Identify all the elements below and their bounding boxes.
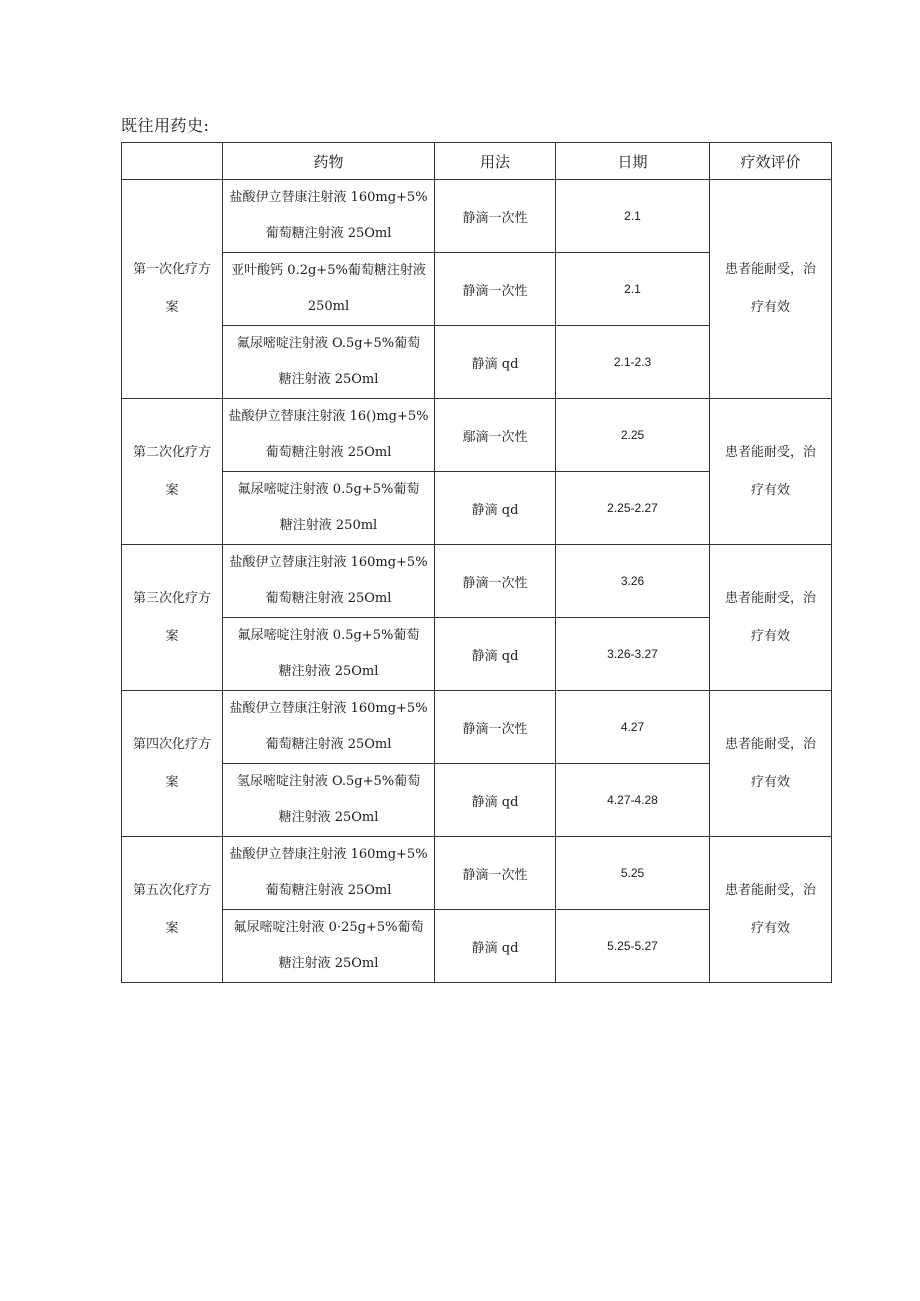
header-efficacy: 疗效评价 xyxy=(710,143,832,180)
drug-text: 氟尿嘧啶注射液 0·25g+5%葡萄 xyxy=(233,920,424,935)
scheme-name-cont: 案 xyxy=(165,774,179,790)
efficacy-text-cont: 疗有效 xyxy=(750,774,790,790)
efficacy-cell xyxy=(710,180,832,399)
usage-cell: 静滴 qd xyxy=(435,618,556,691)
drug-cell xyxy=(223,764,435,837)
efficacy-cell xyxy=(710,837,832,983)
usage-cell: 静滴一次性 xyxy=(435,691,556,764)
date-cell: 4.27 xyxy=(556,691,710,764)
drug-text-cont: 250ml xyxy=(307,299,350,314)
drug-text: 亚叶酸钙 0.2g+5%葡萄糖注射液 xyxy=(231,263,426,278)
drug-cell xyxy=(223,253,435,326)
table-row xyxy=(122,545,832,618)
header-date: 日期 xyxy=(556,143,710,180)
drug-text-cont: 葡萄糖注射液 25Oml xyxy=(265,445,392,460)
efficacy-cell xyxy=(710,691,832,837)
scheme-name-cont: 案 xyxy=(165,482,179,498)
efficacy-cell xyxy=(710,399,832,545)
drug-cell xyxy=(223,326,435,399)
usage-cell: 静滴 qd xyxy=(435,910,556,983)
drug-text: 盐酸伊立替康注射液 160mg+5% xyxy=(229,555,428,570)
drug-cell xyxy=(223,472,435,545)
usage-cell: 静滴一次性 xyxy=(435,837,556,910)
date-cell: 3.26 xyxy=(556,545,710,618)
usage-cell: 静滴一次性 xyxy=(435,180,556,253)
usage-cell: 静滴 qd xyxy=(435,472,556,545)
header-drug: 药物 xyxy=(223,143,435,180)
drug-text: 盐酸伊立替康注射液 160mg+5% xyxy=(229,847,428,862)
drug-text-cont: 糖注射液 25Oml xyxy=(278,372,379,387)
drug-text-cont: 糖注射液 250ml xyxy=(279,518,378,533)
drug-text-cont: 糖注射液 25Oml xyxy=(278,810,379,825)
date-cell: 4.27-4.28 xyxy=(556,764,710,837)
drug-cell xyxy=(223,180,435,253)
scheme-name-cont: 案 xyxy=(165,300,179,315)
header-usage: 用法 xyxy=(435,143,556,180)
efficacy-text: 患者能耐受，治 xyxy=(724,736,816,752)
date-cell: 2.1 xyxy=(556,180,710,253)
table-row xyxy=(122,399,832,472)
efficacy-cell xyxy=(710,545,832,691)
usage-cell: 静滴一次性 xyxy=(435,545,556,618)
drug-cell xyxy=(223,691,435,764)
date-cell: 3.26-3.27 xyxy=(556,618,710,691)
date-cell: 5.25-5.27 xyxy=(556,910,710,983)
drug-text-cont: 葡萄糖注射液 25Oml xyxy=(265,737,392,752)
drug-cell xyxy=(223,618,435,691)
efficacy-text: 患者能耐受，治 xyxy=(724,262,816,277)
drug-text-cont: 葡萄糖注射液 25Oml xyxy=(265,226,392,241)
date-cell: 2.25-2.27 xyxy=(556,472,710,545)
efficacy-text-cont: 疗有效 xyxy=(750,482,790,498)
scheme-name: 第二次化疗方 xyxy=(132,444,211,460)
drug-text-cont: 葡萄糖注射液 25Oml xyxy=(265,883,392,898)
scheme-name: 第一次化疗方 xyxy=(132,262,211,277)
drug-text: 盐酸伊立替康注射液 16()mg+5% xyxy=(228,409,429,424)
usage-cell: 静滴 qd xyxy=(435,764,556,837)
efficacy-text-cont: 疗有效 xyxy=(750,300,790,315)
table-header-row xyxy=(122,143,832,180)
date-cell: 2.25 xyxy=(556,399,710,472)
scheme-name-cell xyxy=(122,691,223,837)
table-row xyxy=(122,180,832,253)
scheme-name-cont: 案 xyxy=(165,628,179,644)
efficacy-text-cont: 疗有效 xyxy=(750,628,790,644)
usage-cell: 鄢滴一次性 xyxy=(435,399,556,472)
page-heading: 既往用药史: xyxy=(121,116,210,135)
efficacy-text: 患者能耐受，治 xyxy=(724,882,816,898)
drug-cell xyxy=(223,837,435,910)
drug-text: 氟尿嘧啶注射液 0.5g+5%葡萄 xyxy=(237,628,420,643)
drug-cell xyxy=(223,910,435,983)
efficacy-text: 患者能耐受，治 xyxy=(724,444,816,460)
usage-cell: 静滴 qd xyxy=(435,326,556,399)
scheme-name-cell xyxy=(122,545,223,691)
drug-text-cont: 糖注射液 25Oml xyxy=(278,956,379,971)
medication-history-table xyxy=(121,142,832,983)
drug-text: 氟尿嘧啶注射液 0.5g+5%葡萄 xyxy=(237,482,420,497)
drug-text: 盐酸伊立替康注射液 160mg+5% xyxy=(229,190,428,205)
scheme-name-cell xyxy=(122,180,223,399)
drug-cell xyxy=(223,545,435,618)
scheme-name: 第四次化疗方 xyxy=(132,736,211,752)
drug-text-cont: 葡萄糖注射液 25Oml xyxy=(265,591,392,606)
scheme-name-cell xyxy=(122,399,223,545)
date-cell: 5.25 xyxy=(556,837,710,910)
drug-text: 盐酸伊立替康注射液 160mg+5% xyxy=(229,701,428,716)
drug-text-cont: 糖注射液 25Oml xyxy=(278,664,379,679)
header-scheme xyxy=(122,143,223,180)
drug-text: 氢尿嘧啶注射液 O.5g+5%葡萄 xyxy=(236,774,421,789)
scheme-name: 第三次化疗方 xyxy=(132,590,211,606)
date-cell: 2.1 xyxy=(556,253,710,326)
date-cell: 2.1-2.3 xyxy=(556,326,710,399)
scheme-name: 第五次化疗方 xyxy=(132,882,211,898)
drug-text: 氟尿嘧啶注射液 O.5g+5%葡萄 xyxy=(236,336,421,351)
usage-cell: 静滴一次性 xyxy=(435,253,556,326)
efficacy-text-cont: 疗有效 xyxy=(750,920,790,936)
table-row xyxy=(122,691,832,764)
scheme-name-cont: 案 xyxy=(165,920,179,936)
scheme-name-cell xyxy=(122,837,223,983)
drug-cell xyxy=(223,399,435,472)
efficacy-text: 患者能耐受，治 xyxy=(724,590,816,606)
table-row xyxy=(122,837,832,910)
